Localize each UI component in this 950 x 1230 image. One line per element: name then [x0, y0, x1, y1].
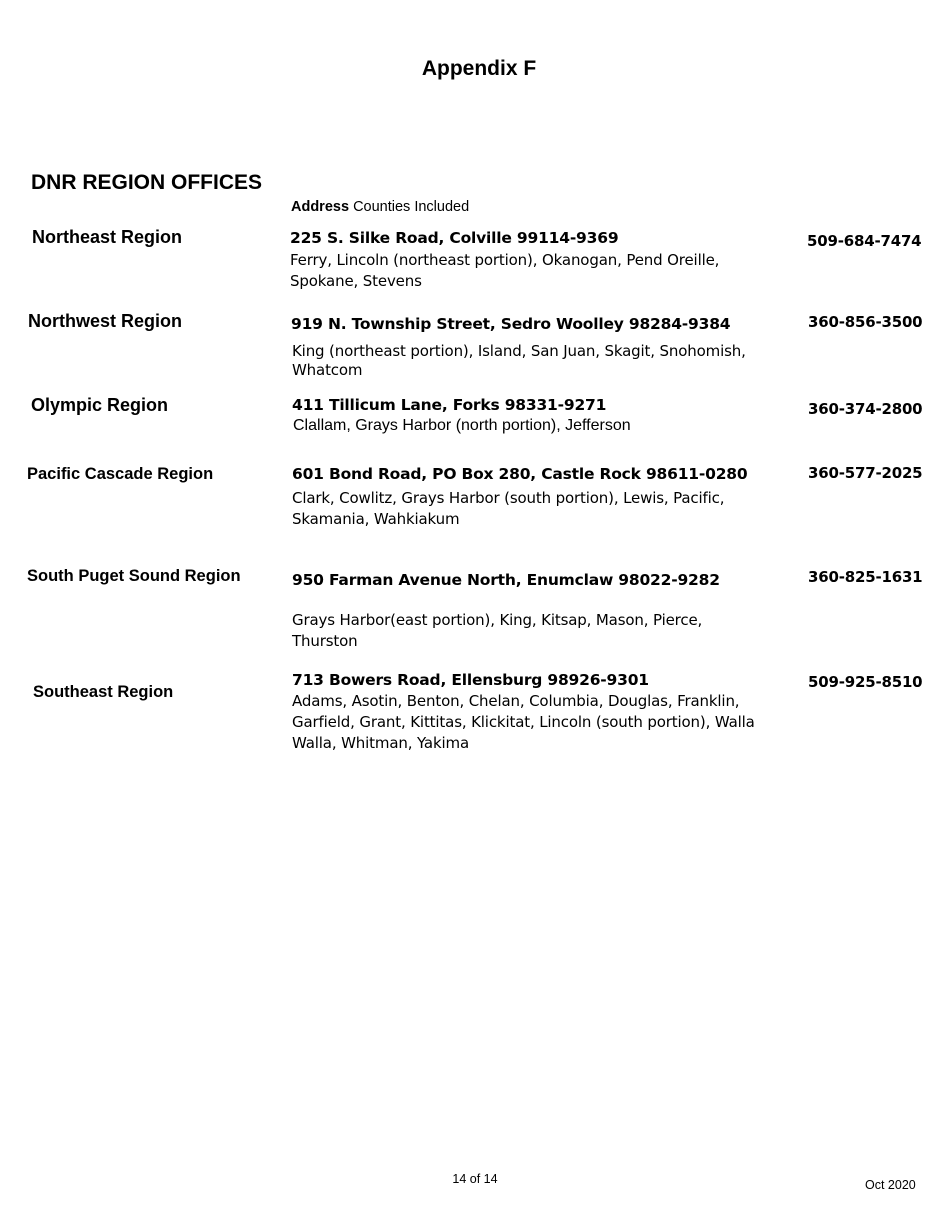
region-address: 950 Farman Avenue North, Enumclaw 98022-9282: [292, 571, 720, 589]
column-header: [291, 199, 469, 215]
region-address: 713 Bowers Road, Ellensburg 98926-9301: [292, 671, 649, 689]
region-address: 919 N. Township Street, Sedro Woolley 98284-9384: [291, 315, 731, 333]
region-phone: 360-577-2025: [808, 464, 923, 482]
region-counties: Adams, Asotin, Benton, Chelan, Columbia, Douglas, Franklin, Garfield, Grant, Kittitas, Klickitat, Lincoln (south portion), Walla Walla, Whitman, Yakima: [292, 692, 755, 752]
region-address: 411 Tillicum Lane, Forks 98331-9271: [292, 396, 607, 414]
region-counties: Grays Harbor(east portion), King, Kitsap, Mason, Pierce, Thurston: [292, 611, 703, 650]
page-number: 14 of 14: [452, 1172, 498, 1186]
section-heading: DNR REGION OFFICES: [31, 171, 263, 194]
address-header: Address: [291, 199, 350, 215]
region-name: South Puget Sound Region: [27, 567, 241, 585]
region-name: Northeast Region: [32, 227, 183, 247]
region-counties: Ferry, Lincoln (northeast portion), Okanogan, Pend Oreille, Spokane, Stevens: [290, 251, 720, 290]
region-address: 601 Bond Road, PO Box 280, Castle Rock 98611-0280: [292, 465, 748, 483]
counties-header: Counties Included: [353, 199, 470, 215]
region-name: Southeast Region: [33, 683, 174, 701]
region-counties: Clark, Cowlitz, Grays Harbor (south portion), Lewis, Pacific, Skamania, Wahkiakum: [292, 489, 725, 528]
region-phone: 360-374-2800: [808, 400, 923, 418]
region-name: Northwest Region: [28, 311, 183, 331]
region-name: Olympic Region: [31, 395, 169, 415]
footer-date: Oct 2020: [865, 1178, 916, 1192]
region-phone: 509-684-7474: [807, 232, 922, 250]
region-phone: 360-856-3500: [808, 313, 923, 331]
region-phone: 509-925-8510: [808, 673, 923, 691]
page-title: Appendix F: [421, 57, 537, 80]
region-counties: King (northeast portion), Island, San Juan, Skagit, Snohomish, Whatcom: [292, 342, 746, 379]
region-counties: Clallam, Grays Harbor (north portion), Jefferson: [293, 417, 631, 434]
region-phone: 360-825-1631: [808, 568, 923, 586]
region-address: 225 S. Silke Road, Colville 99114-9369: [290, 229, 619, 247]
region-name: Pacific Cascade Region: [27, 465, 214, 483]
